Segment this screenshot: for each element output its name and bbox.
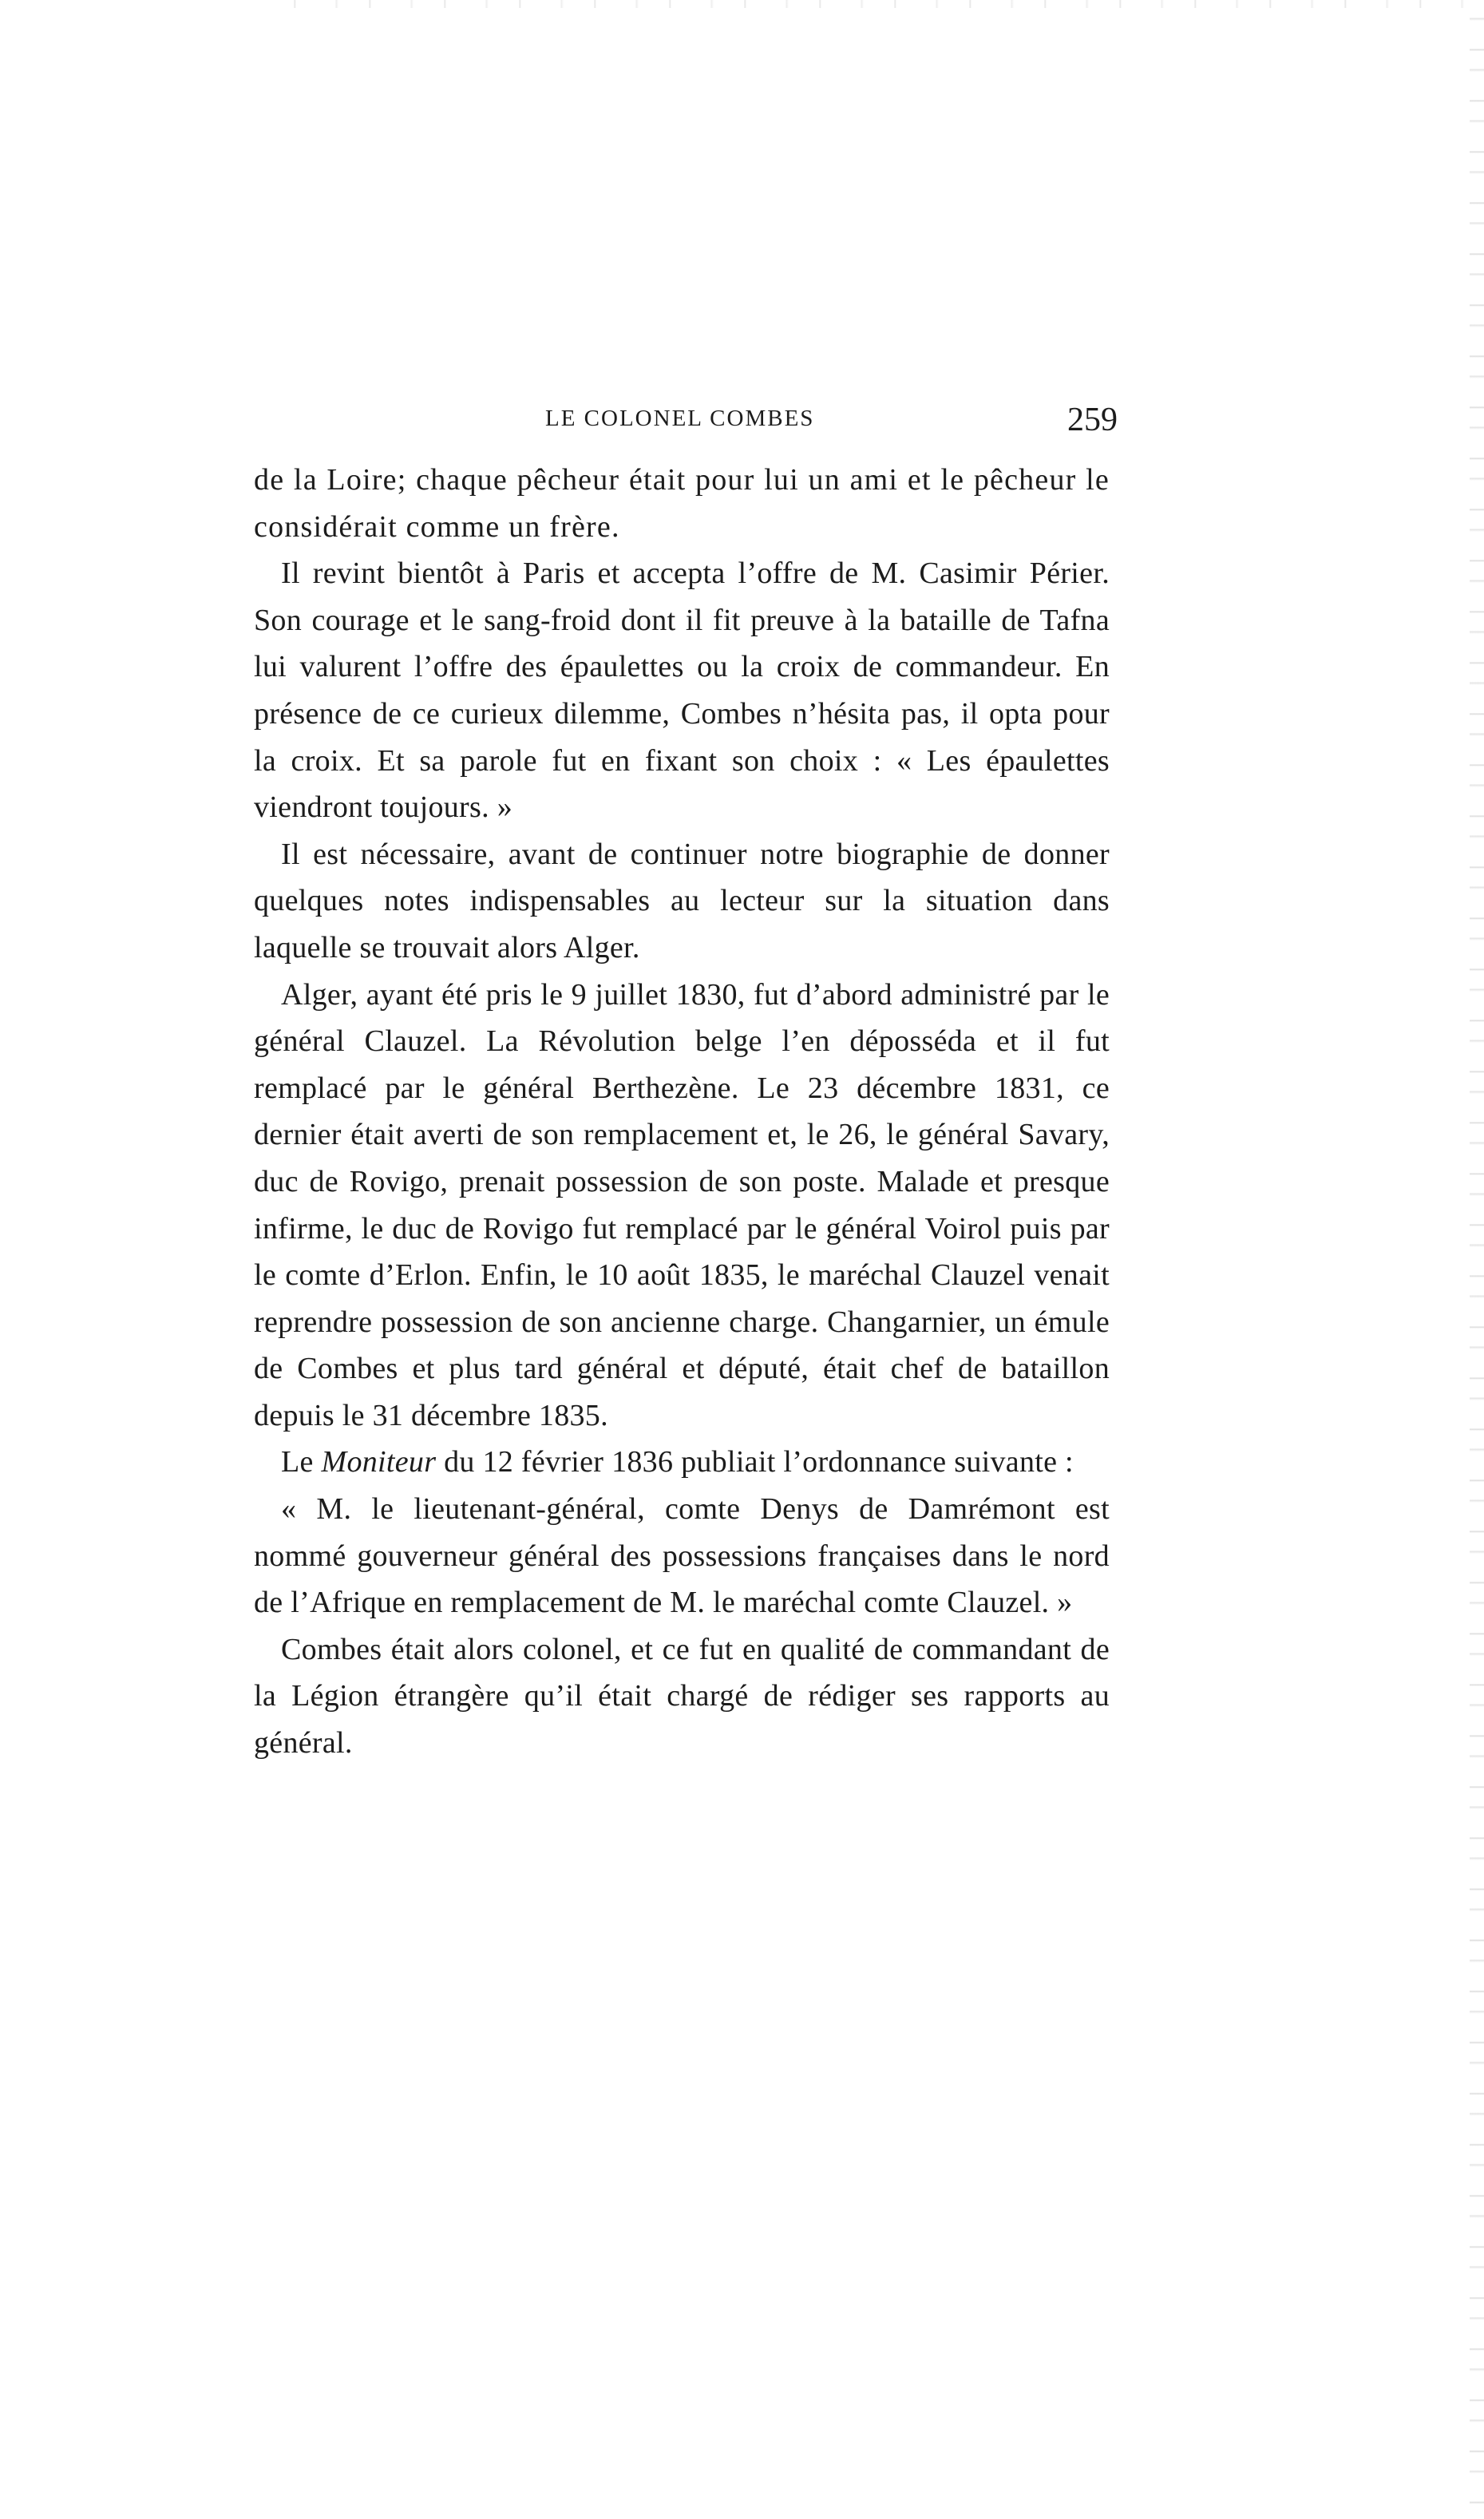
paragraph-5 (254, 1439, 1110, 1486)
page-edge-shadow (1470, 0, 1484, 2519)
page-number: 259 (1067, 402, 1118, 438)
paragraph-5-rest: du 12 février 1836 publiait l’ordonnance suivante : (436, 1445, 1074, 1479)
paragraph-7: Combes était alors colonel, et ce fut en qualité de commandant de la Légion étrangère qu’il était chargé de rédiger ses rapports au général. (254, 1632, 1110, 1761)
page-top-edge-marks (263, 0, 1484, 8)
running-head (255, 399, 1118, 447)
paragraph-4: Alger, ayant été pris le 9 juillet 1830, fut d’abord administré par le général Clauzel. La Révolution belge l’en déposséda et il fut remplacé par le général Berthezène. Le 23 décembre 1831, ce dernier était averti de son remplacement et, le 26, le général Savary, duc de Rovigo, prenait possession de son poste. Malade et presque infirme, le duc de Rovigo fut remplacé par le général Voirol puis par le comte d’Erlon. Enfin, le 10 août 1835, le maréchal Clauzel venait reprendre possession de son ancienne charge. Changarnier, un émule de Combes et plus tard général et député, était chef de bataillon depuis le 31 décembre 1835. (254, 977, 1110, 1432)
paragraph-6-quotation: « M. le lieutenant-général, comte Denys de Damrémont est nommé gouverneur général des possessions françaises dans le nord de l’Afrique en remplacement de M. le maréchal comte Clauzel. » (254, 1492, 1110, 1620)
paragraph-3: Il est nécessaire, avant de continuer notre biographie de donner quelques notes indispensables au lecteur sur la situation dans laquelle se trouvait alors Alger. (254, 837, 1110, 964)
running-title: LE COLONEL COMBES (545, 406, 815, 431)
paragraph-2: Il revint bientôt à Paris et accepta l’offre de M. Casimir Périer. Son courage et le sang-froid dont il fit preuve à la bataille de Tafna lui valurent l’offre des épaulettes ou la croix de commandeur. En présence de ce curieux dilemme, Combes n’hésita pas, il opta pour la croix. Et sa parole fut en fixant son choix : « Les épaulettes viendront toujours. » (254, 556, 1110, 825)
paragraph-1: de la Loire; chaque pêcheur était pour lui un ami et le pêcheur le considérait comme un frère. (254, 463, 1110, 544)
paragraph-5-lead: Le (281, 1445, 322, 1479)
body-text (254, 457, 1110, 1767)
newspaper-title: Moniteur (321, 1445, 437, 1479)
